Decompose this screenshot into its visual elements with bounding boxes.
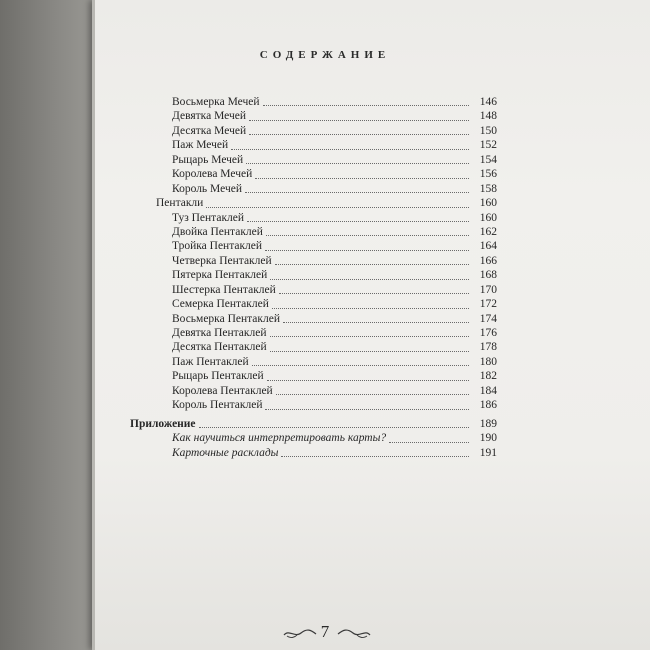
- toc-entry-label: Паж Пентаклей: [172, 355, 249, 368]
- toc-entry: [130, 153, 497, 167]
- toc-entry-page: 170: [479, 283, 497, 296]
- toc-entry-label: Десятка Пентаклей: [172, 341, 267, 354]
- toc-entry-label: Восьмерка Мечей: [172, 96, 260, 108]
- toc-entry: [130, 254, 497, 268]
- leader-dots: [249, 133, 469, 135]
- toc-entry-label: Рыцарь Мечей: [172, 153, 244, 166]
- toc-entry: [130, 326, 497, 340]
- toc-entry-page: 166: [479, 254, 497, 267]
- toc-entry-label: Король Мечей: [172, 182, 242, 195]
- leader-dots: [389, 441, 469, 443]
- leader-dots: [265, 408, 469, 410]
- toc-entry-page: 162: [479, 225, 497, 238]
- toc-entry: [130, 369, 497, 383]
- toc-entry-page: 168: [479, 269, 497, 282]
- toc-entry-label: Рыцарь Пентаклей: [172, 370, 264, 383]
- toc-section-pentacles: [130, 196, 497, 210]
- toc-entry: [130, 109, 497, 123]
- toc-entry-page: 156: [479, 168, 497, 181]
- toc-entry-label: Десятка Мечей: [172, 124, 247, 137]
- toc-entry-page: 150: [479, 124, 497, 137]
- toc-entry-label: Девятка Мечей: [172, 110, 247, 123]
- toc-entry-label: Шестерка Пентаклей: [172, 283, 276, 296]
- toc-entry: [130, 225, 497, 239]
- toc-entry-label: Приложение: [130, 417, 196, 430]
- toc-entry-label: Семерка Пентаклей: [172, 298, 269, 311]
- toc-entry: [130, 398, 497, 412]
- toc-entry-page: 160: [479, 197, 497, 210]
- toc-entry: [130, 239, 497, 253]
- leader-dots: [270, 350, 469, 352]
- toc-entry-page: 174: [479, 312, 497, 325]
- toc-entry: [130, 297, 497, 311]
- toc-entry: [130, 211, 497, 225]
- toc-entry-page: 180: [479, 355, 497, 368]
- swords-section: [130, 95, 497, 196]
- page-edge: [92, 0, 95, 650]
- toc-entry: [130, 355, 497, 369]
- toc-entry-label: Карточные расклады: [172, 446, 279, 459]
- toc-entry: [130, 446, 497, 460]
- toc-entry: [130, 182, 497, 196]
- leader-dots: [199, 426, 469, 428]
- toc-entry-label: Паж Мечей: [172, 139, 229, 152]
- toc-entry-page: 158: [479, 182, 497, 195]
- leader-dots: [245, 191, 469, 193]
- toc-entry-label: Королева Мечей: [172, 168, 253, 181]
- leader-dots: [283, 321, 469, 323]
- toc-entry: [130, 138, 497, 152]
- toc-entry-page: 172: [479, 298, 497, 311]
- toc-entry: [130, 312, 497, 326]
- toc-entry-page: 186: [479, 399, 497, 412]
- page-title: СОДЕРЖАНИЕ: [259, 49, 391, 61]
- toc-entry-label: Девятка Пентаклей: [172, 327, 267, 339]
- toc-entry-page: 148: [479, 110, 497, 123]
- page-number: 7: [320, 622, 330, 641]
- toc-entry: [130, 95, 497, 109]
- toc-entry-label: Туз Пентаклей: [172, 211, 245, 224]
- toc-entry-page: 189: [479, 417, 497, 430]
- leader-dots: [266, 234, 469, 236]
- leader-dots: [275, 263, 469, 265]
- toc-entry: [130, 124, 497, 138]
- leader-dots: [249, 119, 469, 121]
- table-of-contents: [130, 95, 497, 460]
- toc-entry-page: 160: [479, 211, 497, 224]
- leader-dots: [270, 278, 469, 280]
- leader-dots: [252, 364, 469, 366]
- leader-dots: [247, 220, 469, 222]
- leader-dots: [267, 379, 469, 381]
- toc-entry-label: Как научиться интерпретировать карты?: [172, 432, 387, 445]
- toc-entry-page: 154: [479, 153, 497, 166]
- leader-dots: [270, 335, 470, 337]
- toc-entry-page: 190: [479, 432, 497, 445]
- leader-dots: [281, 455, 469, 457]
- toc-entry: [130, 268, 497, 282]
- toc-entry-label: Королева Пентаклей: [172, 384, 273, 397]
- toc-entry-label: Четверка Пентаклей: [172, 254, 272, 267]
- toc-entry-page: 164: [479, 240, 497, 253]
- toc-entry-label: Тройка Пентаклей: [172, 240, 263, 253]
- toc-entry-label: Пятерка Пентаклей: [172, 269, 268, 282]
- leader-dots: [276, 393, 469, 395]
- toc-entry-label: Пентакли: [156, 197, 204, 210]
- toc-entry: [130, 283, 497, 297]
- toc-entry-page: 146: [479, 96, 497, 108]
- toc-entry-page: 182: [479, 370, 497, 383]
- appendix-section: [130, 431, 497, 460]
- leader-dots: [279, 292, 469, 294]
- toc-entry: [130, 431, 497, 445]
- leader-dots: [265, 249, 469, 251]
- toc-entry-page: 176: [479, 327, 497, 339]
- toc-entry-page: 152: [479, 139, 497, 152]
- toc-entry-label: Король Пентаклей: [172, 399, 263, 412]
- leader-dots: [206, 206, 469, 208]
- pentacles-section: [130, 211, 497, 413]
- toc-entry-page: 184: [479, 384, 497, 397]
- toc-entry-label: Восьмерка Пентаклей: [172, 312, 280, 325]
- book-spine-shadow: [0, 0, 96, 650]
- toc-entry: [130, 167, 497, 181]
- leader-dots: [272, 307, 469, 309]
- toc-entry: [130, 384, 497, 398]
- leader-dots: [255, 177, 469, 179]
- leader-dots: [231, 148, 469, 150]
- right-ornament-icon: [337, 626, 371, 640]
- toc-entry-page: 178: [479, 341, 497, 354]
- leader-dots: [263, 104, 469, 106]
- leader-dots: [246, 162, 469, 164]
- toc-entry-label: Двойка Пентаклей: [172, 225, 263, 238]
- toc-section-appendix: [130, 417, 497, 431]
- toc-entry-page: 191: [479, 446, 497, 459]
- toc-entry: [130, 340, 497, 354]
